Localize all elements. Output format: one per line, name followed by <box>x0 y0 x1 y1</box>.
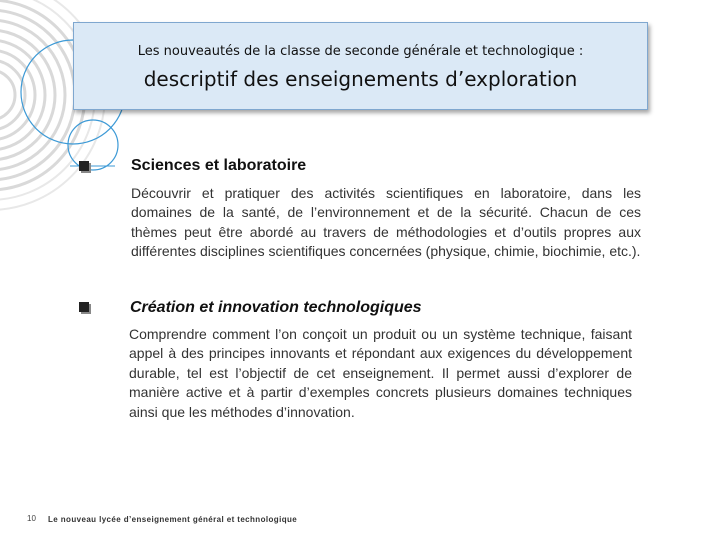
slide-subtitle: Les nouveautés de la classe de seconde générale et technologique : <box>137 44 584 59</box>
page-number: 10 <box>27 514 36 523</box>
section-text-sciences: Découvrir et pratiquer des activités scientifiques en laboratoire, dans les domaines de la santé, de l’environnement et de la sécurité. Chacun de ces thèmes peut être abordé au travers de méthodologies et d’outils propres aux différentes disciplines scientifiques concernées (physique, chimie, biochimie, etc.). <box>131 185 641 260</box>
bullet-square-icon <box>79 302 89 312</box>
footer-text: Le nouveau lycée d’enseignement général et technologique <box>48 515 298 524</box>
section-text-creation: Comprendre comment l’on conçoit un produit ou un système technique, faisant appel à des principes innovants et répondant aux exigences du développement durable, tel est l’objectif de cet enseignement. Il permet aussi d’explorer de manière active et à partir d’exemples concrets plusieurs domaines techniques ainsi que les méthodes d’innovation. <box>129 326 632 420</box>
slide-title: descriptif des enseignements d’exploration <box>143 67 578 91</box>
bullet-square-icon <box>79 161 89 171</box>
title-banner <box>73 22 648 110</box>
section-heading-sciences: Sciences et laboratoire <box>131 157 307 174</box>
section-heading-creation: Création et innovation technologiques <box>130 299 422 316</box>
